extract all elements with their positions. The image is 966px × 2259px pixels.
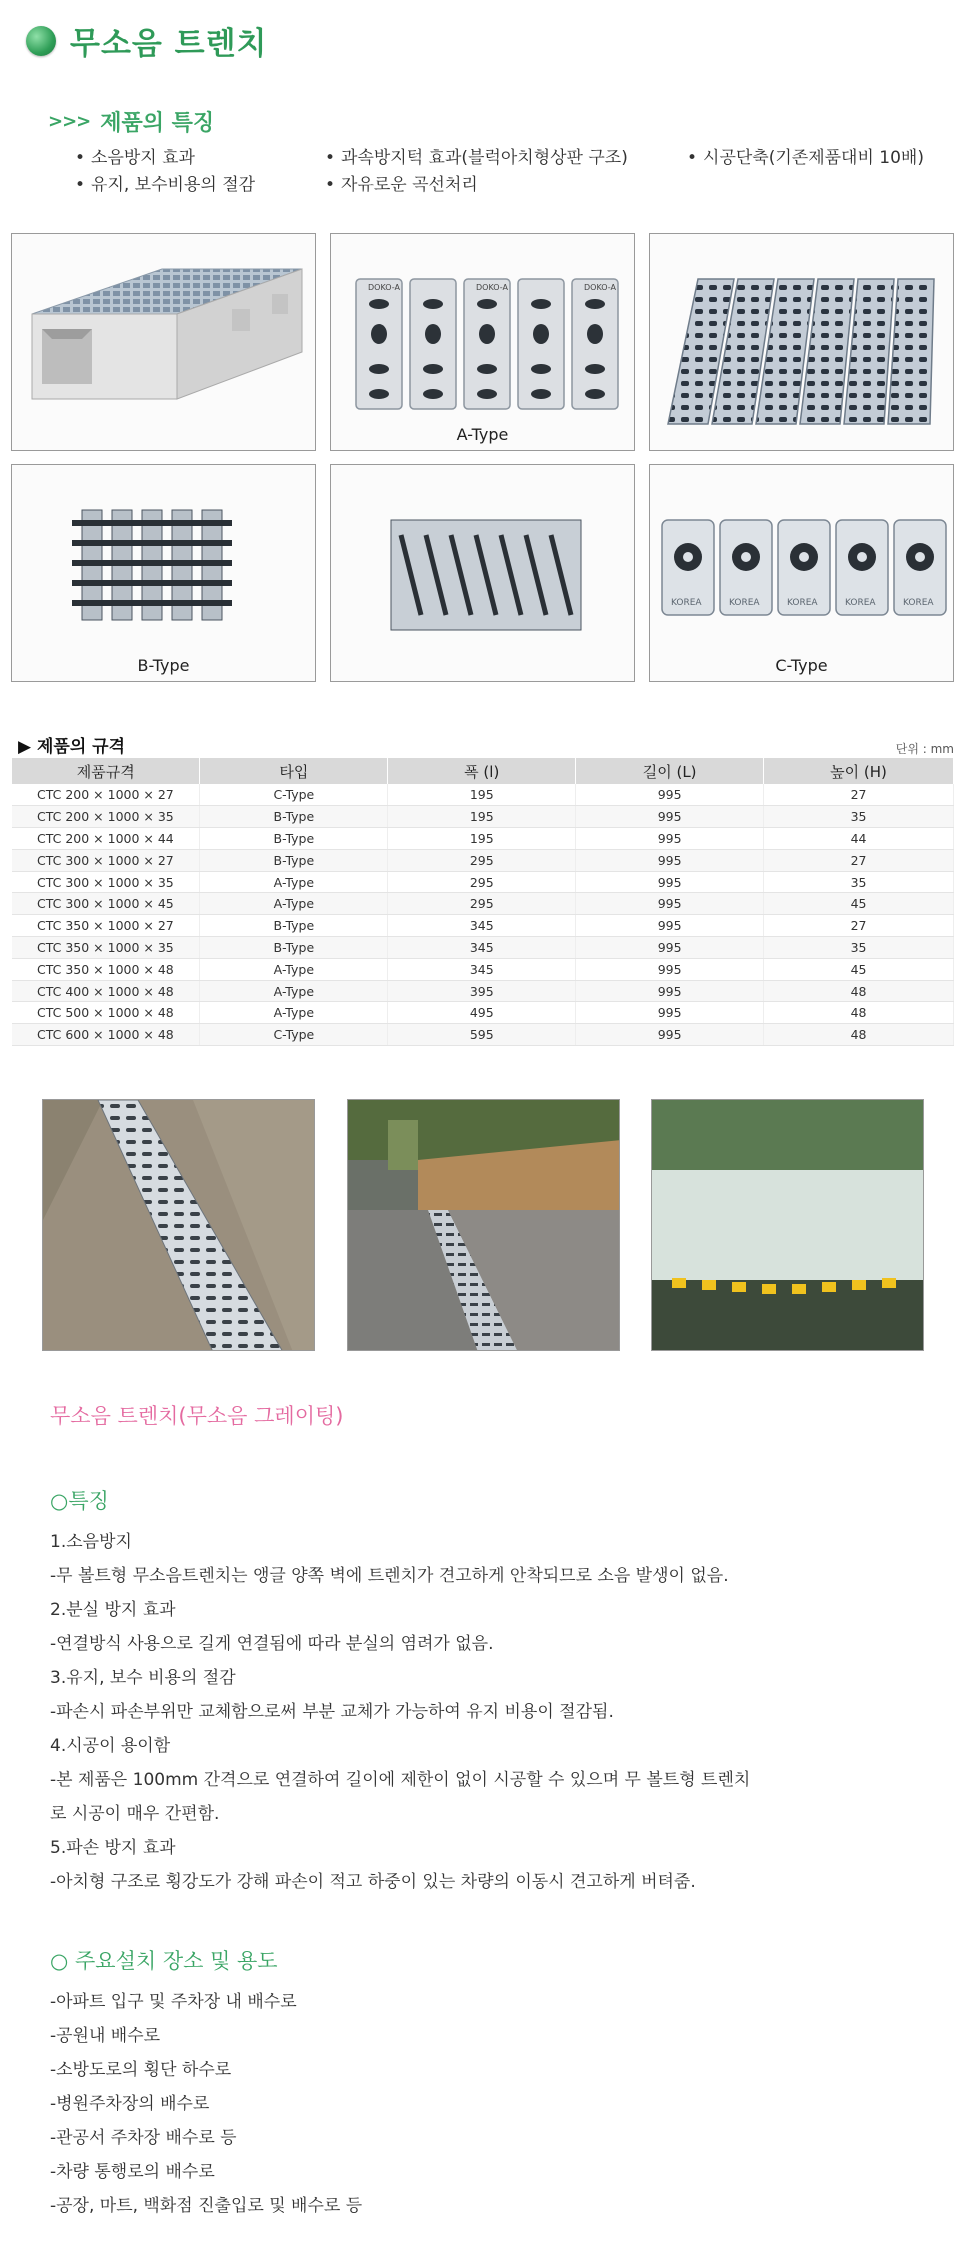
feature-line: -아치형 구조로 횡강도가 강해 파손이 적고 하중이 있는 차량의 이동시 견고하게 버텨줌. <box>50 1872 696 1892</box>
table-cell: 345 <box>388 937 576 959</box>
feature-line: -무 볼트형 무소음트렌치는 앵글 양쪽 벽에 트렌치가 견고하게 안착되므로 소음 발생이 없음. <box>50 1566 729 1586</box>
green-bullet-icon <box>26 26 56 56</box>
spec-table <box>12 758 954 1046</box>
feature-item: • 과속방지턱 효과(블럭아치형상판 구조) <box>325 143 628 168</box>
feature-line: -연결방식 사용으로 길게 연결됨에 따라 분실의 염려가 없음. <box>50 1634 494 1654</box>
installation-photo-parking <box>651 1099 924 1351</box>
table-cell: 195 <box>388 784 576 806</box>
table-cell: 345 <box>388 915 576 937</box>
table-cell: CTC 350 × 1000 × 48 <box>12 958 200 980</box>
column-header: 제품규격 <box>12 758 200 784</box>
table-cell: 995 <box>576 915 764 937</box>
table-cell: C-Type <box>200 1024 388 1046</box>
column-header: 길이 (L) <box>576 758 764 784</box>
table-cell: A-Type <box>200 980 388 1002</box>
table-cell: CTC 600 × 1000 × 48 <box>12 1024 200 1046</box>
table-cell: 295 <box>388 893 576 915</box>
table-cell: CTC 400 × 1000 × 48 <box>12 980 200 1002</box>
grate-plates-image <box>649 233 954 451</box>
triple-chevron-icon: >>> <box>48 111 91 132</box>
table-cell: 35 <box>764 937 954 959</box>
column-header: 타입 <box>200 758 388 784</box>
table-cell: 35 <box>764 871 954 893</box>
table-cell: CTC 200 × 1000 × 27 <box>12 784 200 806</box>
a-type-caption: A-Type <box>456 425 509 444</box>
table-cell: CTC 300 × 1000 × 35 <box>12 871 200 893</box>
table-cell: CTC 350 × 1000 × 35 <box>12 937 200 959</box>
column-header: 높이 (H) <box>764 758 954 784</box>
table-cell: 495 <box>388 1002 576 1024</box>
feature-line: -본 제품은 100mm 간격으로 연결하여 길이에 제한이 없이 시공할 수 있으며 무 볼트형 트렌치 <box>50 1770 751 1790</box>
b-type-caption: B-Type <box>137 656 190 675</box>
b-type-image <box>11 464 316 682</box>
usage-line: -소방도로의 횡단 하수로 <box>50 2060 232 2080</box>
table-cell: 45 <box>764 893 954 915</box>
feature-line: 5.파손 방지 효과 <box>50 1838 176 1858</box>
column-header: 폭 (l) <box>388 758 576 784</box>
table-cell: 345 <box>388 958 576 980</box>
table-cell: 295 <box>388 849 576 871</box>
parking-photo-illustration <box>652 1100 924 1351</box>
table-cell: 995 <box>576 871 764 893</box>
features-heading <box>48 106 214 137</box>
usage-section-heading: ○ 주요설치 장소 및 용도 <box>50 1949 278 1973</box>
table-cell: C-Type <box>200 784 388 806</box>
c-type-image <box>649 464 954 682</box>
table-cell: A-Type <box>200 871 388 893</box>
table-row <box>12 980 954 1002</box>
c-type-plate-label: KOREA <box>845 598 876 608</box>
features-section-heading: ○특징 <box>50 1489 109 1513</box>
table-cell: 35 <box>764 806 954 828</box>
a-type-illustration <box>331 234 635 424</box>
table-row <box>12 1024 954 1046</box>
table-cell: CTC 300 × 1000 × 27 <box>12 849 200 871</box>
a-type-plate-label: DOKO-A <box>584 283 616 292</box>
table-row <box>12 871 954 893</box>
table-cell: 48 <box>764 980 954 1002</box>
feature-line: 3.유지, 보수 비용의 절감 <box>50 1668 236 1688</box>
table-cell: 395 <box>388 980 576 1002</box>
table-cell: A-Type <box>200 1002 388 1024</box>
table-cell: 48 <box>764 1002 954 1024</box>
grate-plates-illustration <box>650 234 954 451</box>
table-cell: 995 <box>576 784 764 806</box>
feature-line: 4.시공이 용이함 <box>50 1736 171 1756</box>
installation-photo-driveway <box>347 1099 620 1351</box>
table-row <box>12 958 954 980</box>
table-cell: 995 <box>576 980 764 1002</box>
trench-body-illustration <box>12 234 316 451</box>
table-cell: 995 <box>576 893 764 915</box>
road-photo-illustration <box>43 1100 315 1351</box>
c-type-caption: C-Type <box>775 656 828 675</box>
spec-heading-text: 제품의 규격 <box>37 737 126 757</box>
installation-photo-road <box>42 1099 315 1351</box>
a-type-plate-label: DOKO-A <box>368 283 400 292</box>
table-cell: B-Type <box>200 849 388 871</box>
c-type-illustration <box>650 465 954 655</box>
table-cell: 44 <box>764 828 954 850</box>
feature-line: -파손시 파손부위만 교체함으로써 부분 교체가 가능하여 유지 비용이 절감됨. <box>50 1702 614 1722</box>
table-cell: 995 <box>576 1024 764 1046</box>
page-title: 무소음 트렌치 <box>70 26 268 62</box>
a-type-image <box>330 233 635 451</box>
table-cell: CTC 200 × 1000 × 44 <box>12 828 200 850</box>
b-type-angled-image <box>330 464 635 682</box>
table-cell: 595 <box>388 1024 576 1046</box>
usage-line: -공원내 배수로 <box>50 2026 161 2046</box>
feature-line: 1.소음방지 <box>50 1532 132 1552</box>
table-row <box>12 806 954 828</box>
table-cell: 27 <box>764 784 954 806</box>
table-cell: CTC 350 × 1000 × 27 <box>12 915 200 937</box>
features-heading-text: 제품의 특징 <box>100 111 215 136</box>
table-cell: B-Type <box>200 828 388 850</box>
table-cell: A-Type <box>200 958 388 980</box>
table-cell: 995 <box>576 937 764 959</box>
table-cell: CTC 300 × 1000 × 45 <box>12 893 200 915</box>
table-cell: 295 <box>388 871 576 893</box>
table-cell: 48 <box>764 1024 954 1046</box>
table-row <box>12 849 954 871</box>
table-cell: 45 <box>764 958 954 980</box>
trench-body-image <box>11 233 316 451</box>
table-cell: 27 <box>764 849 954 871</box>
triangle-right-icon: ▶ <box>18 737 37 757</box>
unit-label: 단위 : mm <box>895 742 954 756</box>
c-type-plate-label: KOREA <box>671 598 702 608</box>
b-type-illustration <box>12 465 316 655</box>
feature-item: • 유지, 보수비용의 절감 <box>75 170 255 195</box>
a-type-plate-label: DOKO-A <box>476 283 508 292</box>
c-type-plate-label: KOREA <box>787 598 818 608</box>
table-row <box>12 828 954 850</box>
page-header <box>26 18 267 63</box>
spec-table-header <box>12 758 954 784</box>
usage-line: -공장, 마트, 백화점 진출입로 및 배수로 등 <box>50 2196 363 2216</box>
table-cell: 995 <box>576 849 764 871</box>
c-type-plate-label: KOREA <box>729 598 760 608</box>
table-cell: A-Type <box>200 893 388 915</box>
usage-line: -차량 통행로의 배수로 <box>50 2162 215 2182</box>
table-cell: CTC 500 × 1000 × 48 <box>12 1002 200 1024</box>
table-cell: 995 <box>576 828 764 850</box>
table-cell: B-Type <box>200 806 388 828</box>
spec-heading <box>18 732 125 757</box>
table-cell: 195 <box>388 806 576 828</box>
table-cell: 995 <box>576 958 764 980</box>
table-row <box>12 893 954 915</box>
table-cell: 995 <box>576 1002 764 1024</box>
table-cell: 195 <box>388 828 576 850</box>
feature-line: 로 시공이 매우 간편함. <box>50 1804 220 1824</box>
table-row <box>12 937 954 959</box>
driveway-photo-illustration <box>348 1100 620 1351</box>
usage-line: -아파트 입구 및 주차장 내 배수로 <box>50 1992 297 2012</box>
usage-line: -병원주차장의 배수로 <box>50 2094 210 2114</box>
feature-item: • 소음방지 효과 <box>75 143 195 168</box>
feature-item: • 시공단축(기존제품대비 10배) <box>687 143 924 168</box>
table-row <box>12 915 954 937</box>
table-row <box>12 1002 954 1024</box>
b-type-angled-illustration <box>331 465 635 682</box>
table-cell: B-Type <box>200 915 388 937</box>
table-cell: 27 <box>764 915 954 937</box>
description-title: 무소음 트렌치(무소음 그레이팅) <box>50 1404 344 1428</box>
table-cell: B-Type <box>200 937 388 959</box>
usage-line: -관공서 주차장 배수로 등 <box>50 2128 237 2148</box>
feature-item: • 자유로운 곡선처리 <box>325 170 478 195</box>
table-row <box>12 784 954 806</box>
c-type-plate-label: KOREA <box>903 598 934 608</box>
table-cell: 995 <box>576 806 764 828</box>
table-cell: CTC 200 × 1000 × 35 <box>12 806 200 828</box>
feature-line: 2.분실 방지 효과 <box>50 1600 176 1620</box>
